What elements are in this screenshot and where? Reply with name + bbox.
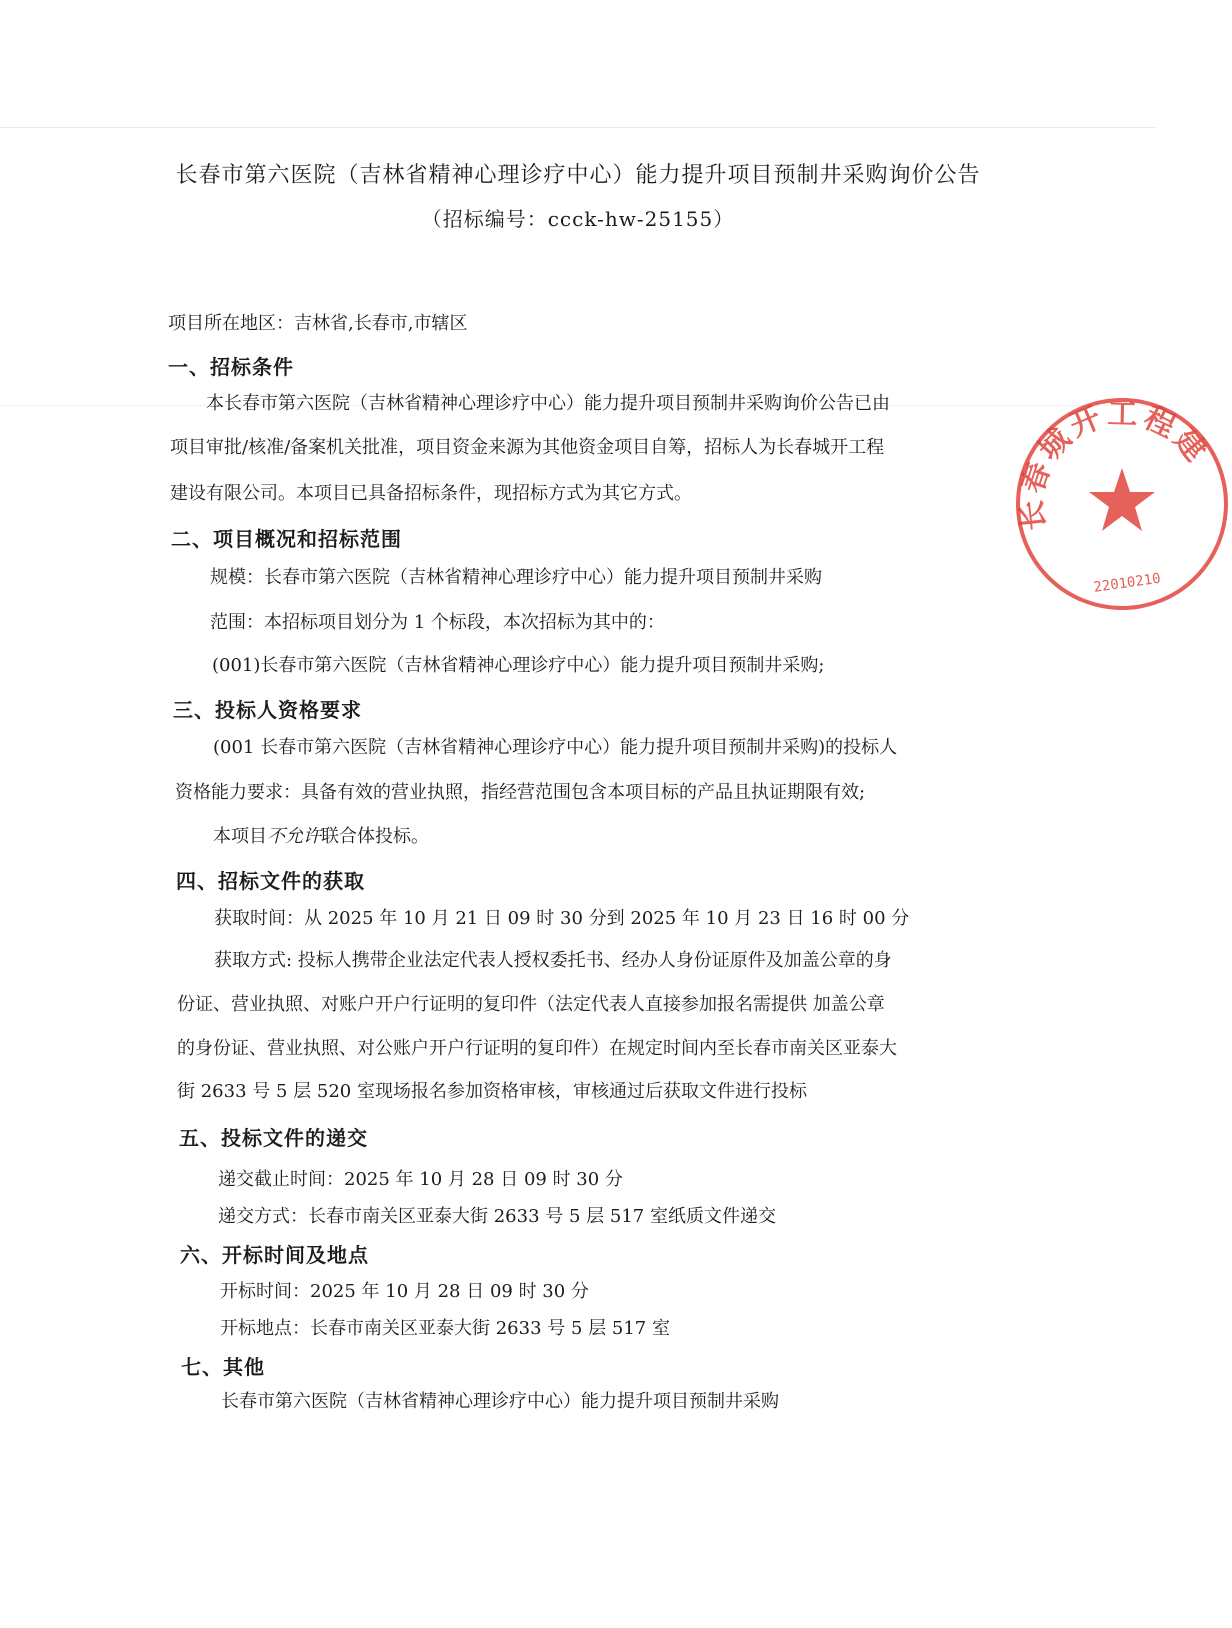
company-seal: [1012, 394, 1216, 614]
paragraph-line: 获取时间：从 2025 年 10 月 21 日 09 时 30 分到 2025 年 10 月 23 日 16 时 00 分: [214, 908, 910, 929]
consortium-suffix: 联合体投标。: [321, 826, 429, 847]
paragraph-line: 资格能力要求：具备有效的营业执照，指经营范围包含本项目标的产品且执证期限有效;: [175, 782, 866, 803]
consortium-prefix: 本项目: [213, 826, 267, 847]
document-title: 长春市第六医院（吉林省精神心理诊疗中心）能力提升项目预制井采购询价公告: [175, 163, 981, 188]
seal-code: 22010210: [1092, 570, 1162, 596]
section-heading: 二、项目概况和招标范围: [171, 527, 402, 551]
section-heading: 三、投标人资格要求: [173, 698, 362, 722]
paragraph-line: 本长春市第六医院（吉林省精神心理诊疗中心）能力提升项目预制井采购询价公告已由: [206, 393, 890, 414]
document-subtitle: （招标编号：ccck-hw-25155）: [421, 207, 735, 231]
section-heading: 六、开标时间及地点: [180, 1243, 369, 1267]
paragraph-line: (001 长春市第六医院（吉林省精神心理诊疗中心）能力提升项目预制井采购)的投标人: [213, 737, 898, 758]
paragraph-line: (001)长春市第六医院（吉林省精神心理诊疗中心）能力提升项目预制井采购;: [212, 655, 825, 676]
consortium-line: [213, 822, 429, 848]
section-heading: 四、招标文件的获取: [176, 869, 365, 893]
paragraph-line: 范围：本招标项目划分为 1 个标段，本次招标为其中的：: [210, 612, 665, 633]
section-heading: 五、投标文件的递交: [179, 1126, 368, 1150]
paragraph-line: 的身份证、营业执照、对公账户开户行证明的复印件）在规定时间内至长春市南关区亚泰大: [177, 1038, 897, 1059]
seal-star-icon: [1089, 468, 1155, 531]
paragraph-line: 规模：长春市第六医院（吉林省精神心理诊疗中心）能力提升项目预制井采购: [210, 567, 822, 588]
paragraph-line: 递交截止时间：2025 年 10 月 28 日 09 时 30 分: [218, 1169, 623, 1190]
scan-line: [0, 127, 1156, 128]
paragraph-line: 获取方式: 投标人携带企业法定代表人授权委托书、经办人身份证原件及加盖公章的身: [214, 950, 892, 971]
consortium-emphasis: 不允许: [267, 826, 321, 847]
paragraph-line: 份证、营业执照、对账户开户行证明的复印件（法定代表人直接参加报名需提供 加盖公章: [177, 994, 885, 1015]
location-line: 项目所在地区：吉林省,长春市,市辖区: [168, 313, 468, 334]
section-heading: 七、其他: [181, 1355, 265, 1379]
section-heading: 一、招标条件: [168, 355, 294, 379]
paragraph-line: 开标时间：2025 年 10 月 28 日 09 时 30 分: [220, 1281, 589, 1302]
seal-graphic: [1012, 394, 1232, 614]
paragraph-line: 项目审批/核准/备案机关批准，项目资金来源为其他资金项目自筹，招标人为长春城开工程: [170, 437, 885, 458]
paragraph-line: 递交方式：长春市南关区亚泰大街 2633 号 5 层 517 室纸质文件递交: [218, 1206, 776, 1227]
seal-text: 长春城开工程建: [1013, 396, 1216, 533]
paragraph-line: 长春市第六医院（吉林省精神心理诊疗中心）能力提升项目预制井采购: [221, 1391, 779, 1412]
paragraph-line: 建设有限公司。本项目已具备招标条件，现招标方式为其它方式。: [170, 483, 692, 504]
paragraph-line: 开标地点：长春市南关区亚泰大街 2633 号 5 层 517 室: [220, 1318, 670, 1339]
paragraph-line: 街 2633 号 5 层 520 室现场报名参加资格审核，审核通过后获取文件进行投标: [177, 1081, 807, 1102]
